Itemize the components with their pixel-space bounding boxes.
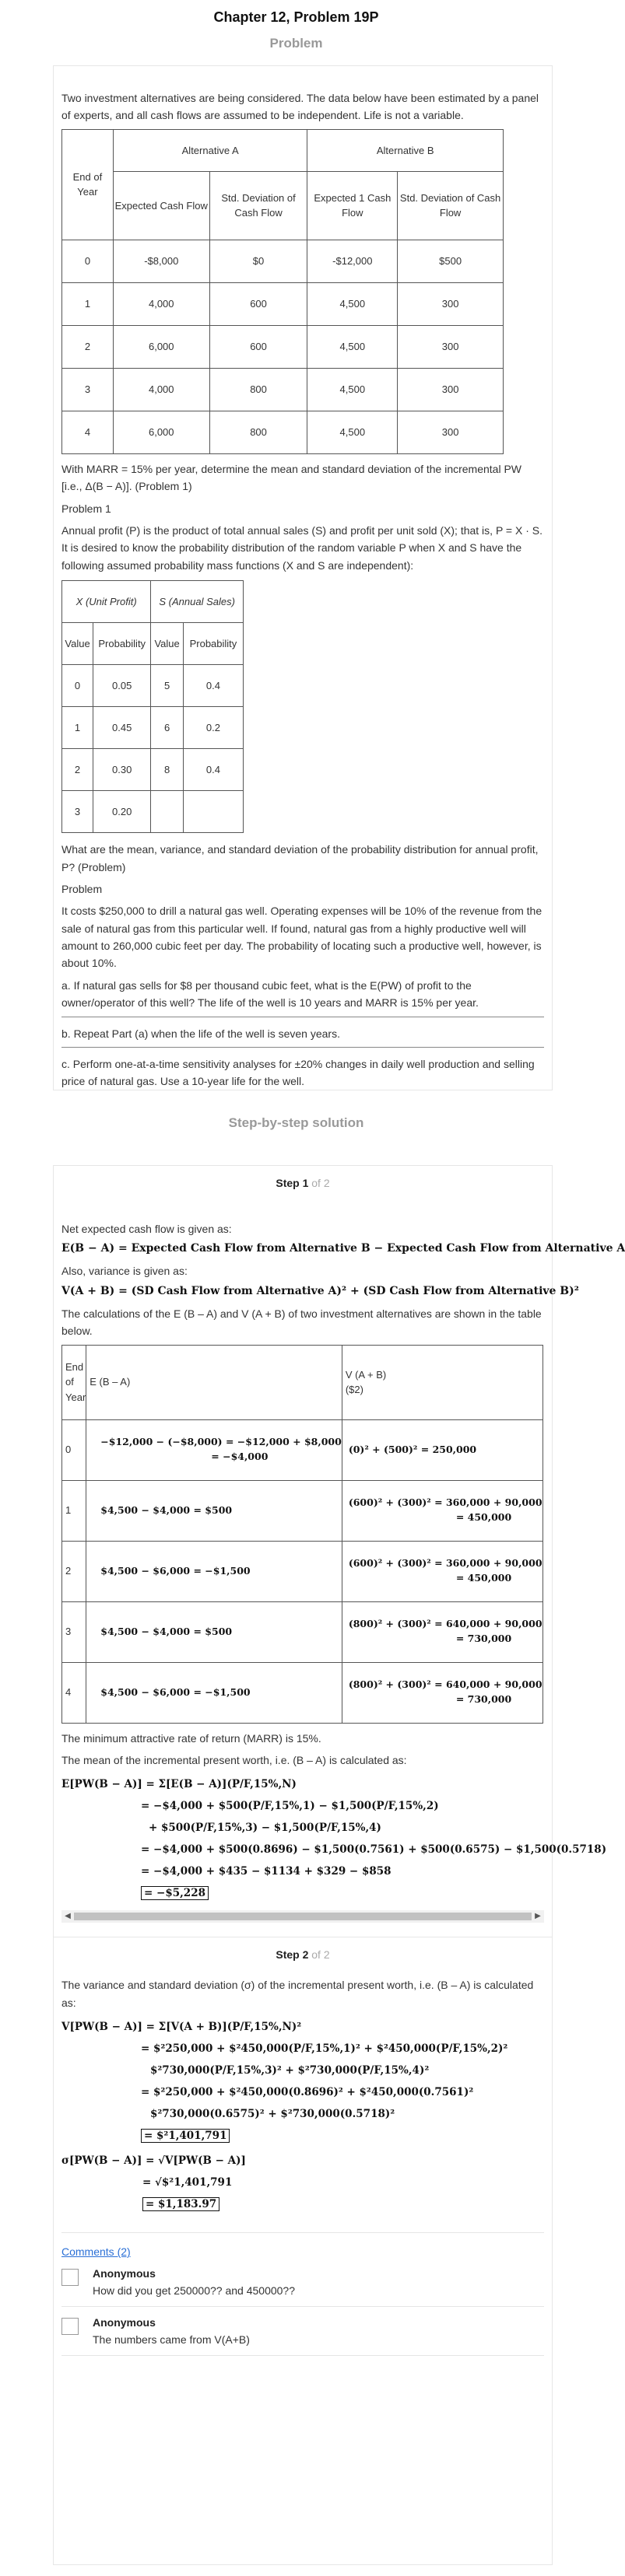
- th-v: V (A + B) ($2): [342, 1345, 542, 1419]
- avatar: [61, 2269, 79, 2286]
- th-x-value: Value: [62, 623, 93, 665]
- problem-heading: Problem: [269, 36, 323, 51]
- table-cell: 0: [62, 240, 114, 282]
- solution-heading: Step-by-step solution: [228, 1115, 364, 1130]
- table-cell: $0: [209, 240, 307, 282]
- mean-line: = −$4,000 + $500(P/F,15%,1) − $1,500(P/F,15%,2): [141, 1800, 439, 1813]
- v-line: = 450,000: [455, 1511, 512, 1524]
- table-cell: 4,500: [307, 368, 398, 411]
- table-row: [62, 411, 504, 453]
- scrollbar-thumb[interactable]: [74, 1913, 532, 1920]
- comments-link[interactable]: Comments (2): [61, 2245, 131, 2259]
- e-line: −$12,000 − (−$8,000) = −$12,000 + $8,000: [100, 1436, 342, 1448]
- table-cell: 0.05: [93, 665, 151, 707]
- var-line: $²730,000(0.6575)² + $²730,000(0.5718)²: [150, 2108, 395, 2121]
- table-cell: 0.30: [93, 749, 151, 791]
- problem-part-b: b. Repeat Part (a) when the life of the well is seven years.: [61, 1027, 340, 1040]
- th-s: S (Annual Sales): [151, 581, 244, 623]
- table-row: [62, 282, 504, 325]
- year-cell: 0: [62, 1419, 86, 1480]
- table-cell: 4,000: [113, 282, 209, 325]
- table-cell: 300: [398, 325, 504, 368]
- table-row: [62, 1419, 543, 1480]
- mean-result: = −$5,228: [61, 1882, 544, 1904]
- v-cell: [342, 1480, 542, 1541]
- e-line: = −$4,000: [211, 1451, 269, 1463]
- year-cell: 1: [62, 1480, 86, 1541]
- th-a-sd: Std. Deviation of Cash Flow: [209, 171, 307, 240]
- marr-text: The minimum attractive rate of return (MARR) is 15%.: [61, 1731, 321, 1745]
- table-cell: -$12,000: [307, 240, 398, 282]
- table-row: [62, 1541, 543, 1601]
- comment: [61, 2258, 544, 2307]
- v-line: (600)² + (300)² = 360,000 + 90,000: [348, 1557, 542, 1570]
- year-cell: 2: [62, 1541, 86, 1601]
- e-line: $4,500 − $6,000 = −$1,500: [100, 1685, 251, 1698]
- table-cell: 600: [209, 282, 307, 325]
- problem-question-1: With MARR = 15% per year, determine the mean and standard deviation of the incremental PW [i.e., Δ(B − A)]. (Problem 1): [61, 462, 522, 493]
- step-1-header: Step 1 of 2: [276, 1177, 330, 1189]
- table-cell: 300: [398, 282, 504, 325]
- step-2: [54, 1937, 552, 2356]
- comment-author: Anonymous: [93, 2316, 156, 2329]
- problem-card: [53, 65, 553, 1090]
- table-cell: 0.45: [93, 707, 151, 749]
- table-cell: -$8,000: [113, 240, 209, 282]
- th-b-ecf: Expected 1 Cash Flow: [307, 171, 398, 240]
- v-line: = 730,000: [455, 1693, 512, 1706]
- problem-intro: Two investment alternatives are being considered. The data below have been estimated by a panel of experts, and all cash flows are assumed to be independent. Life is not a variable.: [61, 92, 539, 122]
- v-cell: [342, 1541, 542, 1601]
- page-title: Chapter 12, Problem 19P: [213, 9, 379, 25]
- table-cell: 800: [209, 411, 307, 453]
- e-line: $4,500 − $4,000 = $500: [100, 1503, 233, 1516]
- th-b-sd: Std. Deviation of Cash Flow: [398, 171, 504, 240]
- comment-body: [93, 2316, 250, 2346]
- table-row: [62, 665, 244, 707]
- avatar: [61, 2318, 79, 2335]
- problem-1-text: Annual profit (P) is the product of total annual sales (S) and profit per unit sold (X); that is, P = X · S. It is desired to know the probability distribution of the random variable P when X and S have the following assumed probability mass functions (X and S are independent):: [61, 523, 542, 572]
- divider: [61, 1047, 544, 1048]
- table-row: [62, 749, 244, 791]
- var-line: $²730,000(P/F,15%,3)² + $²730,000(P/F,15%,4)²: [150, 2064, 430, 2077]
- comments-section: [61, 2233, 544, 2356]
- e-cell: [86, 1662, 342, 1723]
- sd-line: σ[PW(B − A)] = √V[PW(B − A)]: [61, 2154, 246, 2168]
- calc-table-body: [62, 1419, 543, 1723]
- table-row: [62, 791, 244, 833]
- year-cell: 4: [62, 1662, 86, 1723]
- table-cell: 800: [209, 368, 307, 411]
- e-line: $4,500 − $4,000 = $500: [100, 1625, 233, 1637]
- table-cell: 6: [151, 707, 184, 749]
- alternatives-table: [61, 129, 504, 454]
- table-row: [62, 707, 244, 749]
- problem-label: Problem: [61, 882, 103, 895]
- table-cell: 300: [398, 411, 504, 453]
- table-row: [62, 1601, 543, 1662]
- net-text: Net expected cash flow is given as:: [61, 1223, 232, 1235]
- table-cell: 300: [398, 368, 504, 411]
- table-cell: 6,000: [113, 411, 209, 453]
- th-a-ecf: Expected Cash Flow: [113, 171, 209, 240]
- mean-line: E[PW(B − A)] = Σ[E(B − A)](P/F,15%,N): [61, 1778, 297, 1791]
- table-cell: 2: [62, 325, 114, 368]
- problem-part-c: c. Perform one-at-a-time sensitivity analyses for ±20% changes in daily well production and selling price of natural gas. Use a 10-year life for the well.: [61, 1058, 535, 1088]
- table-cell: 4,500: [307, 411, 398, 453]
- scroll-left-icon[interactable]: ◀: [65, 1912, 71, 1921]
- table-cell: 4,500: [307, 282, 398, 325]
- pmf-table-body: [62, 665, 244, 833]
- year-cell: 3: [62, 1601, 86, 1662]
- e-cell: [86, 1480, 342, 1541]
- table-cell: 600: [209, 325, 307, 368]
- th-end: End of Year: [62, 1345, 86, 1419]
- v-line: = 450,000: [455, 1572, 512, 1584]
- comment-text: The numbers came from V(A+B): [93, 2333, 250, 2347]
- v-line: (800)² + (300)² = 640,000 + 90,000: [348, 1618, 542, 1630]
- th-alt-b: Alternative B: [307, 129, 504, 171]
- table-row: [62, 325, 504, 368]
- table-row: [62, 1480, 543, 1541]
- table-row: [62, 1662, 543, 1723]
- mean-equation: [61, 1773, 607, 1904]
- scroll-right-icon[interactable]: ▶: [535, 1912, 541, 1921]
- problem-part-a: a. If natural gas sells for $8 per thousand cubic feet, what is the E(PW) of profit to the owner/operator of this well? The life of the well is 10 years and MARR is 15% per year.: [61, 978, 479, 1010]
- problem-question-2: What are the mean, variance, and standard deviation of the probability distribution for annual profit, P? (Problem): [61, 843, 539, 873]
- var-text: Also, variance is given as:: [61, 1265, 188, 1278]
- alternatives-table-body: [62, 240, 504, 453]
- table-cell: 4,500: [307, 325, 398, 368]
- horizontal-scrollbar[interactable]: [61, 1910, 544, 1923]
- v-line: = 730,000: [455, 1633, 512, 1645]
- net-formula: E(B − A) = Expected Cash Flow from Alternative B − Expected Cash Flow from Alternative A: [61, 1242, 625, 1255]
- var-result: = $²1,401,791: [61, 2125, 544, 2147]
- table-cell: 0.20: [93, 791, 151, 833]
- table-cell: 0.2: [183, 707, 243, 749]
- calc-table: [61, 1345, 543, 1724]
- e-cell: [86, 1601, 342, 1662]
- comment-body: [93, 2267, 295, 2297]
- pmf-table: [61, 580, 244, 833]
- v-line: (600)² + (300)² = 360,000 + 90,000: [348, 1496, 542, 1509]
- problem-gas-text: It costs $250,000 to drill a natural gas well. Operating expenses will be 10% of the revenue from the sale of natural gas from this particular well. If found, natural gas from a highly productive well will amount to 260,000 cubic feet per day. The probability of locating such a productive well, however, is about 10%.: [61, 905, 542, 970]
- th-s-value: Value: [151, 623, 184, 665]
- th-x: X (Unit Profit): [62, 581, 151, 623]
- var-line: = $²250,000 + $²450,000(0.8696)² + $²450,000(0.7561)²: [141, 2086, 474, 2099]
- v-line: (0)² + (500)² = 250,000: [348, 1443, 477, 1455]
- table-cell: 8: [151, 749, 184, 791]
- table-row: [62, 240, 504, 282]
- comment-text: How did you get 250000?? and 450000??: [93, 2284, 295, 2298]
- e-cell: [86, 1419, 342, 1480]
- table-cell: [151, 791, 184, 833]
- v-cell: [342, 1601, 542, 1662]
- table-cell: 0: [62, 665, 93, 707]
- mean-line: = −$4,000 + $500(0.8696) − $1,500(0.7561) + $500(0.6575) − $1,500(0.5718): [141, 1843, 607, 1857]
- mean-text: The mean of the incremental present worth, i.e. (B – A) is calculated as:: [61, 1753, 407, 1766]
- v-line: (800)² + (300)² = 640,000 + 90,000: [348, 1678, 542, 1691]
- table-cell: 5: [151, 665, 184, 707]
- var-formula: V(A + B) = (SD Cash Flow from Alternative A)² + (SD Cash Flow from Alternative B)²: [61, 1284, 579, 1297]
- sd-result: = $1,183.97: [61, 2193, 544, 2215]
- mean-line: + $500(P/F,15%,3) − $1,500(P/F,15%,4): [149, 1822, 381, 1835]
- comment: [61, 2307, 544, 2356]
- table-cell: 1: [62, 707, 93, 749]
- table-cell: 1: [62, 282, 114, 325]
- variance-equation: [61, 2016, 544, 2215]
- step-1: [54, 1166, 625, 1923]
- e-line: $4,500 − $6,000 = −$1,500: [100, 1564, 251, 1577]
- table-cell: 4,000: [113, 368, 209, 411]
- table-cell: 0.4: [183, 749, 243, 791]
- th-alt-a: Alternative A: [113, 129, 307, 171]
- table-cell: [183, 791, 243, 833]
- table-cell: 0.4: [183, 665, 243, 707]
- table-cell: 6,000: [113, 325, 209, 368]
- v-cell: [342, 1419, 542, 1480]
- e-cell: [86, 1541, 342, 1601]
- calc-text: The calculations of the E (B – A) and V (A + B) of two investment alternatives are shown in the table below.: [61, 1307, 542, 1338]
- table-cell: 4: [62, 411, 114, 453]
- problem-1-label: Problem 1: [61, 502, 111, 515]
- solution-card: [53, 1165, 625, 2565]
- th-s-prob: Probability: [183, 623, 243, 665]
- v-cell: [342, 1662, 542, 1723]
- mean-line: = −$4,000 + $435 − $1134 + $329 − $858: [141, 1865, 392, 1878]
- sd-line: = √$²1,401,791: [142, 2176, 233, 2189]
- table-row: [62, 368, 504, 411]
- var-line: = $²250,000 + $²450,000(P/F,15%,1)² + $²450,000(P/F,15%,2)²: [141, 2042, 508, 2056]
- table-cell: 3: [62, 368, 114, 411]
- th-end-of-year: End of Year: [62, 129, 114, 240]
- table-cell: 2: [62, 749, 93, 791]
- step-2-header: Step 2 of 2: [276, 1948, 330, 1962]
- th-e: E (B – A): [86, 1345, 342, 1419]
- table-cell: $500: [398, 240, 504, 282]
- table-cell: 3: [62, 791, 93, 833]
- th-x-prob: Probability: [93, 623, 151, 665]
- step-2-text: The variance and standard deviation (σ) of the incremental present worth, i.e. (B – A) is calculated as:: [61, 1979, 534, 2009]
- comment-author: Anonymous: [93, 2267, 156, 2280]
- var-line: V[PW(B − A)] = Σ[V(A + B)](P/F,15%,N)²: [61, 2021, 302, 2034]
